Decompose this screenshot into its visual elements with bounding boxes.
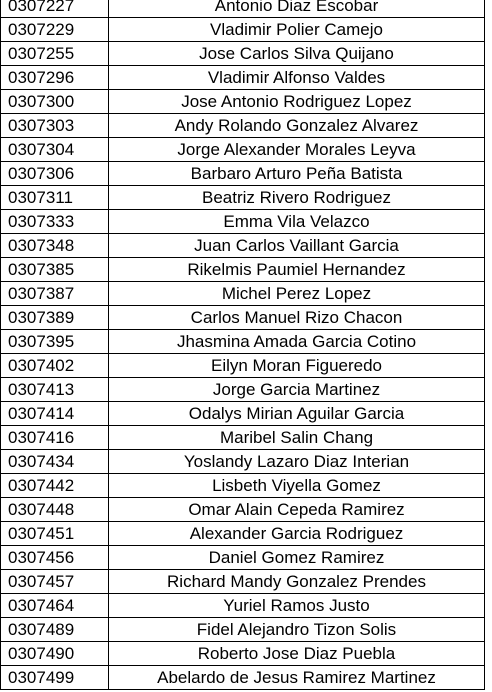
id-cell: 0307304 bbox=[1, 138, 109, 162]
name-cell: Daniel Gomez Ramirez bbox=[109, 546, 485, 570]
name-cell: Roberto Jose Diaz Puebla bbox=[109, 642, 485, 666]
id-cell: 0307227 bbox=[1, 0, 109, 18]
table-row bbox=[1, 546, 485, 570]
table-row bbox=[1, 0, 485, 18]
id-cell: 0307229 bbox=[1, 18, 109, 42]
id-cell: 0307348 bbox=[1, 234, 109, 258]
id-cell: 0307300 bbox=[1, 90, 109, 114]
id-cell: 0307448 bbox=[1, 498, 109, 522]
table-row bbox=[1, 402, 485, 426]
name-cell: Fidel Alejandro Tizon Solis bbox=[109, 618, 485, 642]
id-cell: 0307395 bbox=[1, 330, 109, 354]
id-cell: 0307489 bbox=[1, 618, 109, 642]
name-cell: Eilyn Moran Figueredo bbox=[109, 354, 485, 378]
id-cell: 0307385 bbox=[1, 258, 109, 282]
name-cell: Yuriel Ramos Justo bbox=[109, 594, 485, 618]
id-cell: 0307434 bbox=[1, 450, 109, 474]
table-row bbox=[1, 570, 485, 594]
table-row bbox=[1, 378, 485, 402]
table-row bbox=[1, 186, 485, 210]
name-cell: Carlos Manuel Rizo Chacon bbox=[109, 306, 485, 330]
name-cell: Rikelmis Paumiel Hernandez bbox=[109, 258, 485, 282]
name-cell: Richard Mandy Gonzalez Prendes bbox=[109, 570, 485, 594]
name-cell: Emma Vila Velazco bbox=[109, 210, 485, 234]
name-cell: Omar Alain Cepeda Ramirez bbox=[109, 498, 485, 522]
name-cell: Alexander Garcia Rodriguez bbox=[109, 522, 485, 546]
id-cell: 0307333 bbox=[1, 210, 109, 234]
table-row bbox=[1, 66, 485, 90]
id-cell: 0307296 bbox=[1, 66, 109, 90]
table-row bbox=[1, 210, 485, 234]
id-cell: 0307490 bbox=[1, 642, 109, 666]
table-row bbox=[1, 114, 485, 138]
name-cell: Jose Antonio Rodriguez Lopez bbox=[109, 90, 485, 114]
id-cell: 0307442 bbox=[1, 474, 109, 498]
table-row bbox=[1, 426, 485, 450]
name-cell: Abelardo de Jesus Ramirez Martinez bbox=[109, 666, 485, 690]
id-cell: 0307311 bbox=[1, 186, 109, 210]
table-row bbox=[1, 594, 485, 618]
table-row bbox=[1, 234, 485, 258]
id-cell: 0307414 bbox=[1, 402, 109, 426]
table-row bbox=[1, 330, 485, 354]
table-row bbox=[1, 90, 485, 114]
table-row bbox=[1, 474, 485, 498]
table-row bbox=[1, 306, 485, 330]
name-cell: Barbaro Arturo Peña Batista bbox=[109, 162, 485, 186]
id-cell: 0307255 bbox=[1, 42, 109, 66]
table-row bbox=[1, 138, 485, 162]
id-cell: 0307402 bbox=[1, 354, 109, 378]
name-cell: Maribel Salin Chang bbox=[109, 426, 485, 450]
name-cell: Antonio Diaz Escobar bbox=[109, 0, 485, 18]
table-row bbox=[1, 450, 485, 474]
table-row bbox=[1, 642, 485, 666]
id-cell: 0307306 bbox=[1, 162, 109, 186]
name-cell: Vladimir Polier Camejo bbox=[109, 18, 485, 42]
id-cell: 0307457 bbox=[1, 570, 109, 594]
table-row bbox=[1, 666, 485, 690]
name-cell: Michel Perez Lopez bbox=[109, 282, 485, 306]
id-cell: 0307499 bbox=[1, 666, 109, 690]
name-cell: Lisbeth Viyella Gomez bbox=[109, 474, 485, 498]
id-cell: 0307464 bbox=[1, 594, 109, 618]
name-cell: Juan Carlos Vaillant Garcia bbox=[109, 234, 485, 258]
name-cell: Jhasmina Amada Garcia Cotino bbox=[109, 330, 485, 354]
id-cell: 0307413 bbox=[1, 378, 109, 402]
page-margin bbox=[486, 0, 492, 692]
table-row bbox=[1, 498, 485, 522]
name-cell: Jorge Alexander Morales Leyva bbox=[109, 138, 485, 162]
table-row bbox=[1, 282, 485, 306]
name-cell: Jose Carlos Silva Quijano bbox=[109, 42, 485, 66]
table-row bbox=[1, 354, 485, 378]
id-cell: 0307389 bbox=[1, 306, 109, 330]
student-table-body bbox=[1, 0, 485, 690]
id-cell: 0307456 bbox=[1, 546, 109, 570]
table-row bbox=[1, 258, 485, 282]
id-cell: 0307451 bbox=[1, 522, 109, 546]
name-cell: Odalys Mirian Aguilar Garcia bbox=[109, 402, 485, 426]
name-cell: Andy Rolando Gonzalez Alvarez bbox=[109, 114, 485, 138]
id-cell: 0307387 bbox=[1, 282, 109, 306]
table-row bbox=[1, 42, 485, 66]
id-cell: 0307303 bbox=[1, 114, 109, 138]
name-cell: Yoslandy Lazaro Diaz Interian bbox=[109, 450, 485, 474]
id-cell: 0307416 bbox=[1, 426, 109, 450]
table-row bbox=[1, 522, 485, 546]
name-cell: Beatriz Rivero Rodriguez bbox=[109, 186, 485, 210]
table-row bbox=[1, 618, 485, 642]
table-row bbox=[1, 18, 485, 42]
table-row bbox=[1, 162, 485, 186]
name-cell: Jorge Garcia Martinez bbox=[109, 378, 485, 402]
name-cell: Vladimir Alfonso Valdes bbox=[109, 66, 485, 90]
